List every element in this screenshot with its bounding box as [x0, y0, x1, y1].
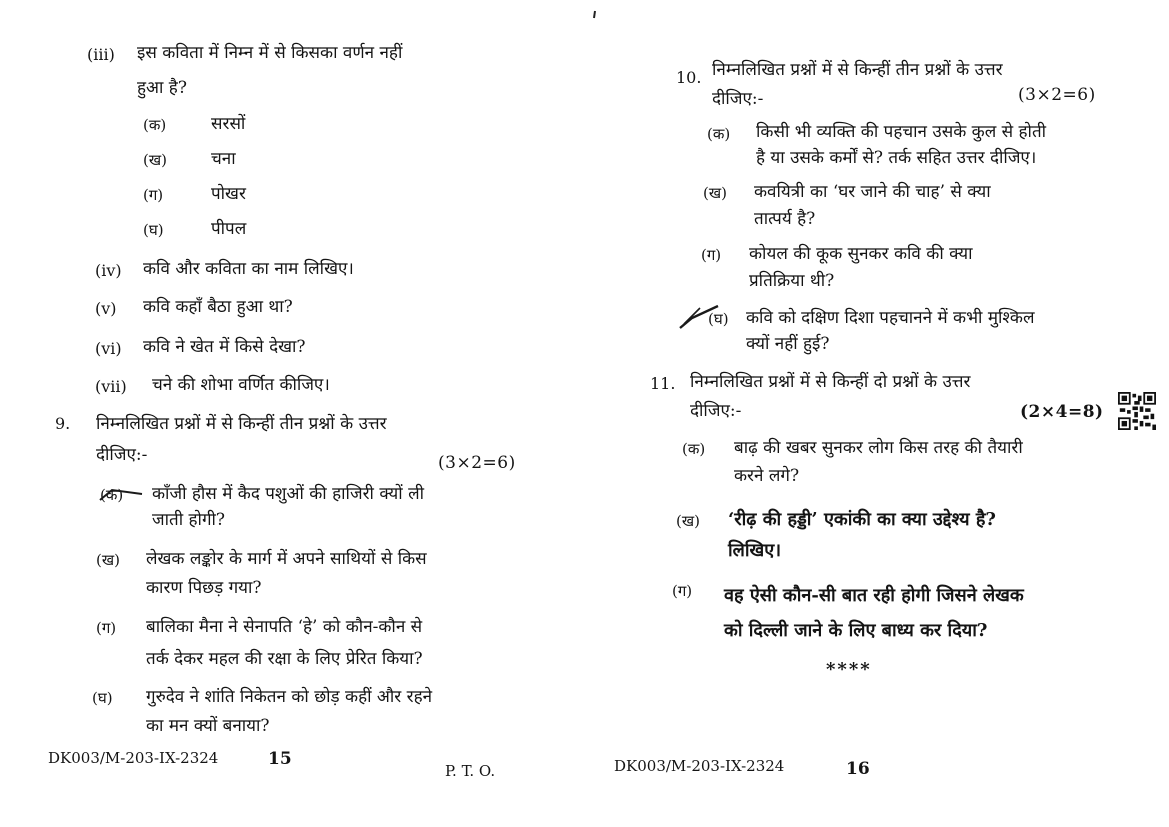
- q11-part-line2: करने लगे?: [734, 466, 800, 486]
- q11-part-line1: बाढ़ की खबर सुनकर लोग किस तरह की तैयारी: [734, 438, 1023, 458]
- q11-instruction-line1: निम्नलिखित प्रश्नों में से किन्हीं दो प्रश्नों के उत्तर: [690, 372, 971, 392]
- page-number: 15: [268, 749, 292, 769]
- q8-iii-line2: हुआ है?: [137, 78, 187, 98]
- right-page: [584, 0, 1169, 827]
- q10-part-label: (ख): [703, 184, 727, 202]
- q10-part-label: (क): [707, 125, 731, 143]
- q8-option-label: (ग): [143, 186, 164, 204]
- q8-option-text: पोखर: [211, 184, 246, 204]
- q8-v-text: कवि कहाँ बैठा हुआ था?: [143, 297, 293, 317]
- q11-part-line1: ‘रीढ़ की हड्डी’ एकांकी का क्या उद्देश्य है?: [728, 509, 996, 530]
- q10-part-line1: कवयित्री का ‘घर जाने की चाह’ से क्या: [754, 182, 991, 202]
- q9-part-line1: बालिका मैना ने सेनापति ‘हे’ को कौन-कौन से: [146, 617, 423, 637]
- q11-instruction-line2: दीजिए:-: [690, 401, 742, 421]
- q8-vi-number: (vi): [95, 339, 122, 358]
- q8-vii-number: (vii): [95, 377, 127, 396]
- strike-mark-icon: [98, 482, 144, 504]
- q9-part-line1: लेखक लङ्कोर के मार्ग में अपने साथियों से किस: [146, 549, 427, 569]
- q9-part-label: (ग): [96, 619, 117, 637]
- left-page: [0, 0, 584, 827]
- footer-code: DK003/M-203-IX-2324: [48, 749, 219, 767]
- q11-part-label: (ख): [676, 512, 700, 530]
- q9-part-line2: का मन क्यों बनाया?: [146, 716, 270, 736]
- q9-number: 9.: [55, 414, 71, 433]
- q8-option-label: (ख): [143, 151, 167, 169]
- q10-instruction-line2: दीजिए:-: [712, 89, 764, 109]
- footer-code: DK003/M-203-IX-2324: [614, 757, 785, 775]
- q9-part-line1: गुरुदेव ने शांति निकेतन को छोड़ कहीं और रहने: [146, 687, 433, 707]
- q9-part-line2: कारण पिछड़ गया?: [146, 578, 262, 598]
- q9-marks: (3×2=6): [438, 453, 516, 473]
- q8-vii-text: चने की शोभा वर्णित कीजिए।: [152, 375, 330, 395]
- q10-part-line2: है या उसके कर्मों से? तर्क सहित उत्तर दीजिए।: [756, 148, 1037, 168]
- q10-instruction-line1: निम्नलिखित प्रश्नों में से किन्हीं तीन प्रश्नों के उत्तर: [712, 60, 1003, 80]
- q11-part-line2: लिखिए।: [728, 540, 782, 561]
- pto-label: P. T. O.: [445, 762, 496, 780]
- q9-instruction-line1: निम्नलिखित प्रश्नों में से किन्हीं तीन प्रश्नों के उत्तर: [96, 414, 387, 434]
- q8-option-text: सरसों: [211, 114, 246, 134]
- q8-option-text: पीपल: [211, 219, 247, 239]
- q10-part-label: (घ): [708, 310, 729, 328]
- q11-part-label: (क): [682, 440, 706, 458]
- q8-iv-text: कवि और कविता का नाम लिखिए।: [143, 259, 354, 279]
- q8-iii-number: (iii): [87, 45, 115, 64]
- scan-mark-icon: [592, 10, 598, 20]
- q11-part-line2: को दिल्ली जाने के लिए बाध्य कर दिया?: [724, 620, 988, 641]
- qr-code-icon: [1118, 392, 1156, 430]
- q10-number: 10.: [676, 68, 702, 87]
- q9-instruction-line2: दीजिए:-: [96, 445, 148, 465]
- q8-vi-text: कवि ने खेत में किसे देखा?: [143, 337, 306, 357]
- q9-part-line1: काँजी हौस में कैद पशुओं की हाजिरी क्यों ली: [152, 484, 425, 504]
- q9-part-line2: जाती होगी?: [152, 510, 226, 530]
- q11-part-line1: वह ऐसी कौन-सी बात रही होगी जिसने लेखक: [724, 585, 1024, 606]
- q9-part-line2: तर्क देकर महल की रक्षा के लिए प्रेरित किया?: [146, 649, 423, 669]
- q10-marks: (3×2=6): [1018, 85, 1096, 105]
- q8-option-label: (क): [143, 116, 167, 134]
- q8-option-label: (घ): [143, 221, 164, 239]
- q10-part-label: (ग): [701, 246, 722, 264]
- q8-iii-line1: इस कविता में निम्न में से किसका वर्णन नहीं: [137, 43, 403, 63]
- q10-part-line1: किसी भी व्यक्ति की पहचान उसके कुल से होती: [756, 122, 1047, 142]
- q8-v-number: (v): [95, 299, 117, 318]
- q9-part-label: (घ): [92, 689, 113, 707]
- q11-part-label: (ग): [672, 582, 693, 600]
- q11-number: 11.: [650, 374, 676, 393]
- q9-part-label: (क): [100, 486, 124, 504]
- q10-part-line1: कवि को दक्षिण दिशा पहचानने में कभी मुश्किल: [746, 308, 1035, 328]
- q8-option-text: चना: [211, 149, 236, 169]
- q11-marks: (2×4=8): [1020, 402, 1104, 422]
- q10-part-line2: प्रतिक्रिया थी?: [749, 271, 835, 291]
- q10-part-line2: क्यों नहीं हुई?: [746, 334, 830, 354]
- page-number: 16: [846, 759, 870, 779]
- q10-part-line2: तात्पर्य है?: [754, 209, 816, 229]
- q8-iv-number: (iv): [95, 261, 122, 280]
- end-of-paper-mark: ****: [826, 659, 872, 680]
- q10-part-line1: कोयल की कूक सुनकर कवि की क्या: [749, 244, 973, 264]
- q9-part-label: (ख): [96, 551, 120, 569]
